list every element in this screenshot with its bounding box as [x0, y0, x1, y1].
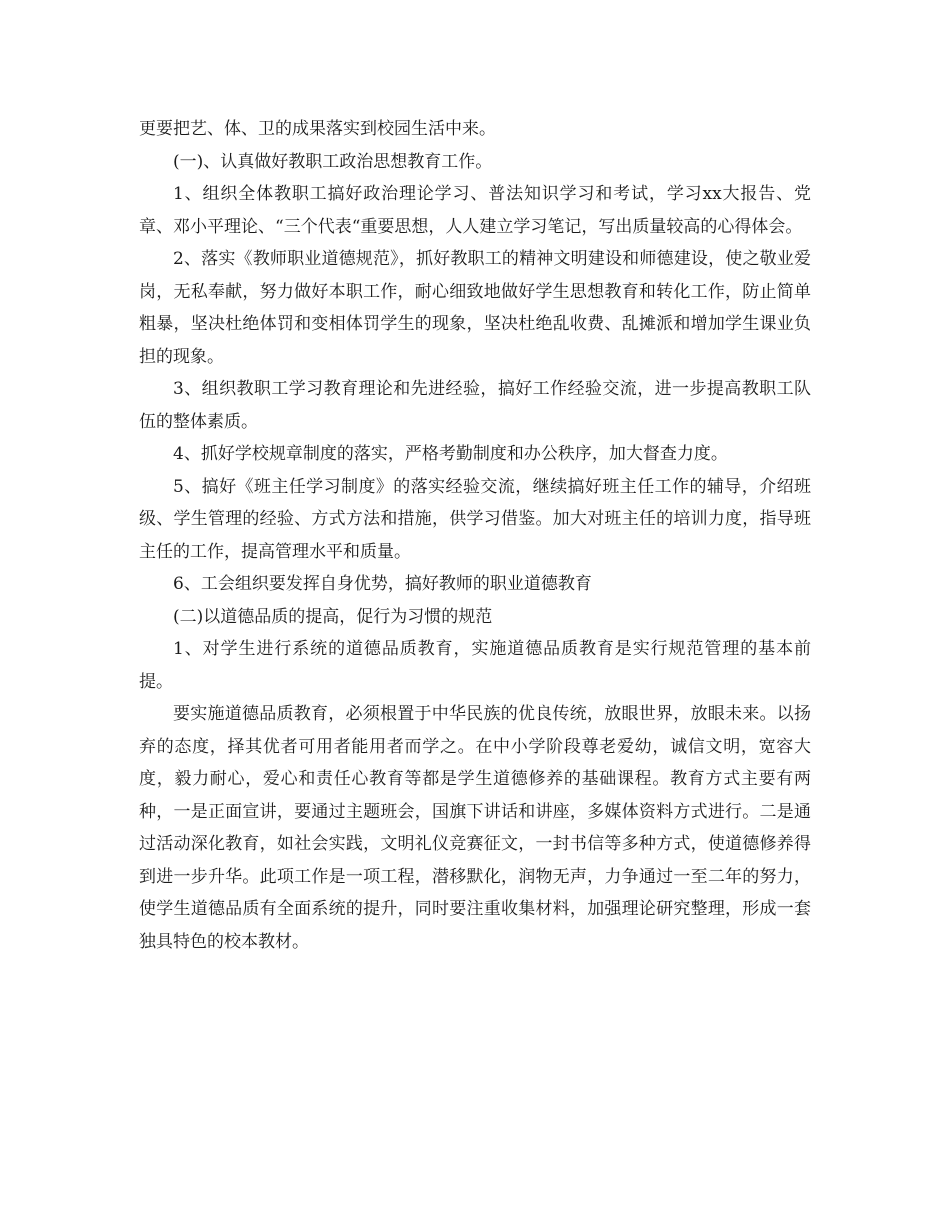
paragraph-body: 要实施道德品质教育，必须根置于中华民族的优良传统，放眼世界，放眼未来。以扬弃的态度，择其优者可用者能用者而学之。在中小学阶段尊老爱幼，诚信文明，宽容大度，毅力耐心，爱心和责任心教育等都是学生道德修养的基础课程。教育方式主要有两种，一是正面宣讲，要通过主题班会，国旗下讲话和讲座，多媒体资料方式进行。二是通过活动深化教育，如社会实践，文明礼仪竞赛征文，一封书信等多种方式，使道德修养得到进一步升华。此项工作是一项工程，潜移默化，润物无声，力争通过一至二年的努力，使学生道德品质有全面系统的提升，同时要注重收集材料，加强理论研究整理，形成一套独具特色的校本教材。: [139, 704, 811, 952]
paragraph-item-5: 5、搞好《班主任学习制度》的落实经验交流，继续搞好班主任工作的辅导，介绍班级、学生管理的经验、方式方法和措施，供学习借鉴。加大对班主任的培训力度，指导班主任的工作，提高管理水平和质量。: [139, 476, 811, 562]
paragraph-item-4: 4、抓好学校规章制度的落实，严格考勤制度和办公秩序，加大督查力度。: [173, 444, 728, 464]
document-body: [139, 113, 811, 958]
paragraph-item-6: 6、工会组织要发挥自身优势，搞好教师的职业道德教育: [173, 574, 592, 594]
section-heading-1: (一)、认真做好教职工政治思想教育工作。: [173, 151, 493, 172]
paragraph-item-3: 3、组织教职工学习教育理论和先进经验，搞好工作经验交流，进一步提高教职工队伍的整体素质。: [139, 379, 811, 432]
paragraph-item-1: 1、组织全体教职工搞好政治理论学习、普法知识学习和考试，学习xx大报告、党章、邓小平理论、“三个代表“重要思想，人人建立学习笔记，写出质量较高的心得体会。: [139, 184, 811, 237]
paragraph-item-2: 2、落实《教师职业道德规范》，抓好教职工的精神文明建设和师德建设，使之敬业爱岗，无私奉献，努力做好本职工作，耐心细致地做好学生思想教育和转化工作，防止简单粗暴，坚决杜绝体罚和变相体罚学生的现象，坚决杜绝乱收费、乱摊派和增加学生课业负担的现象。: [139, 249, 811, 367]
section-heading-2: (二)以道德品质的提高，促行为习惯的规范: [173, 606, 493, 627]
paragraph-item-2-1: 1、对学生进行系统的道德品质教育，实施道德品质教育是实行规范管理的基本前提。: [139, 639, 811, 692]
paragraph-continuation: 更要把艺、体、卫的成果落实到校园生活中来。: [139, 119, 496, 139]
